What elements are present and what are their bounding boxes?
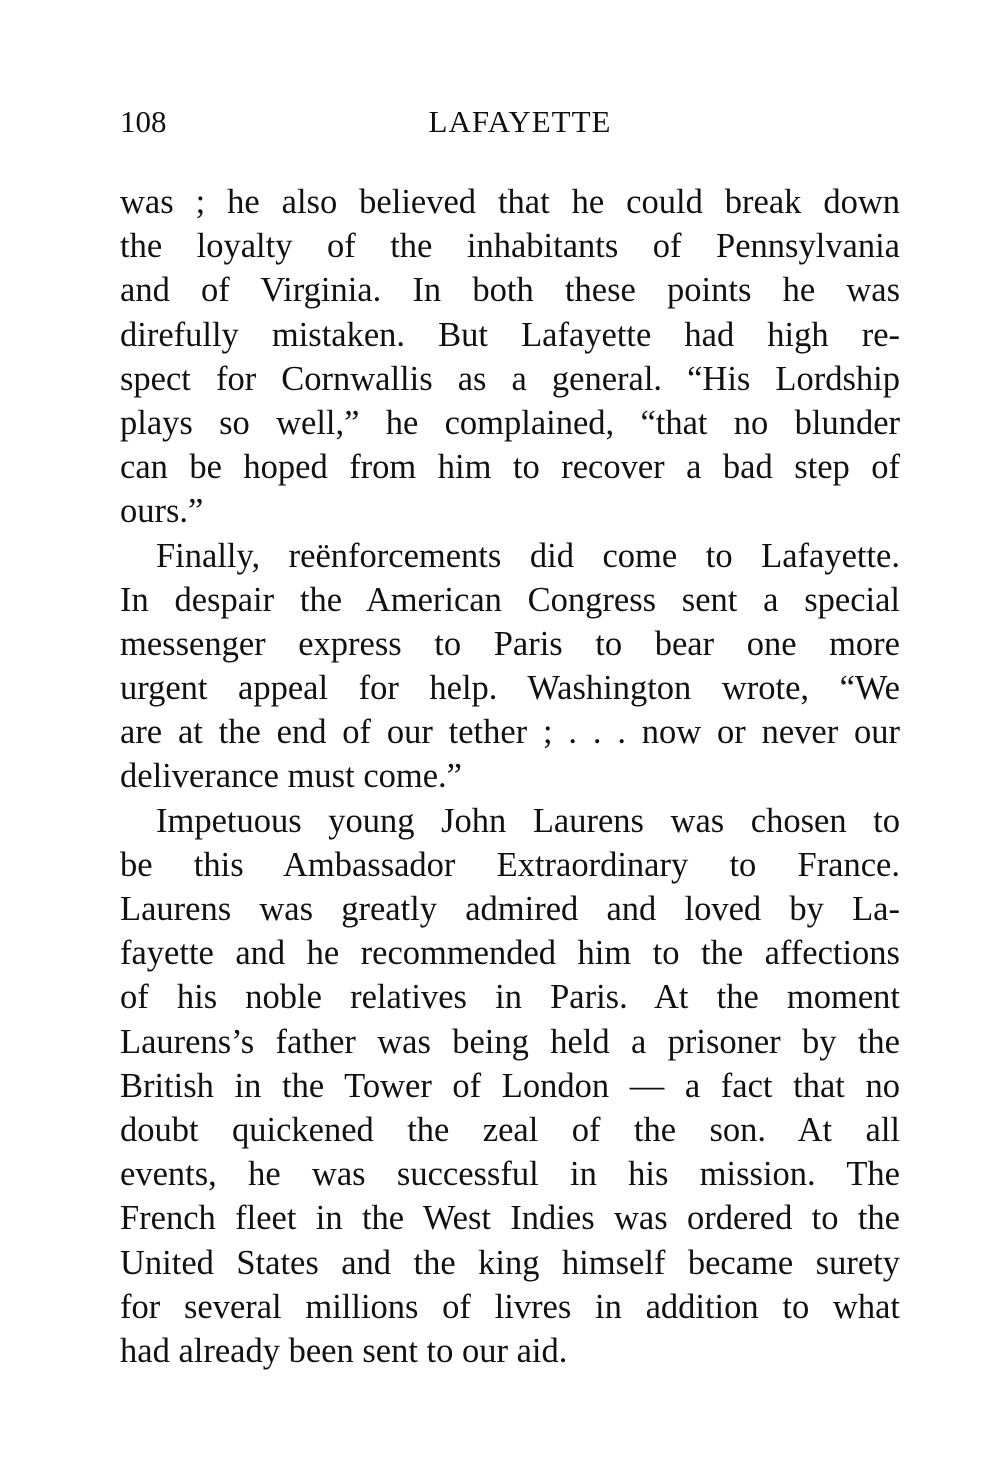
text-line: plays so well,” he complained, “that no blunder	[120, 403, 900, 442]
body-text	[120, 180, 900, 1373]
text-line: events, he was successful in his mission. The	[120, 1155, 900, 1194]
text-line: Laurens was greatly admired and loved by La-	[120, 890, 900, 928]
paragraph-1	[120, 180, 900, 534]
text-line: urgent appeal for help. Washington wrote, “We	[120, 669, 900, 708]
text-line: fayette and he recommended him to the affections	[120, 934, 900, 973]
text-line: the loyalty of the inhabitants of Pennsylvania	[120, 227, 900, 266]
text-line: can be hoped from him to recover a bad step of	[120, 448, 900, 487]
text-line: deliverance must come.”	[120, 757, 462, 796]
paragraph-3	[120, 799, 900, 1373]
text-line: Finally, reënforcements did come to Lafayette.	[156, 536, 900, 575]
text-line: French fleet in the West Indies was ordered to the	[120, 1199, 900, 1238]
text-line: ours.”	[120, 492, 204, 531]
text-line: Laurens’s father was being held a prisoner by the	[120, 1022, 900, 1061]
text-line: direfully mistaken. But Lafayette had high re-	[120, 315, 900, 354]
text-line: and of Virginia. In both these points he was	[120, 271, 900, 310]
page-number: 108	[120, 104, 167, 139]
text-line: are at the end of our tether ; . . . now or never our	[120, 713, 900, 752]
running-title: LAFAYETTE	[428, 104, 612, 139]
text-line: was ; he also believed that he could break down	[120, 183, 900, 221]
text-line: British in the Tower of London — a fact that no	[120, 1066, 900, 1105]
text-line: In despair the American Congress sent a special	[120, 580, 900, 619]
text-line: of his noble relatives in Paris. At the moment	[120, 978, 900, 1017]
paragraph-2	[120, 534, 900, 799]
text-line: be this Ambassador Extraordinary to France.	[120, 845, 900, 884]
page-header	[120, 100, 900, 144]
text-line: for several millions of livres in addition to what	[120, 1287, 900, 1326]
text-line: doubt quickened the zeal of the son. At all	[120, 1110, 900, 1149]
text-line: messenger express to Paris to bear one more	[120, 624, 900, 663]
text-line: spect for Cornwallis as a general. “His Lordship	[120, 359, 900, 398]
text-line: Impetuous young John Laurens was chosen to	[156, 801, 900, 840]
text-line: had already been sent to our aid.	[120, 1331, 568, 1370]
text-line: United States and the king himself became surety	[120, 1243, 900, 1282]
